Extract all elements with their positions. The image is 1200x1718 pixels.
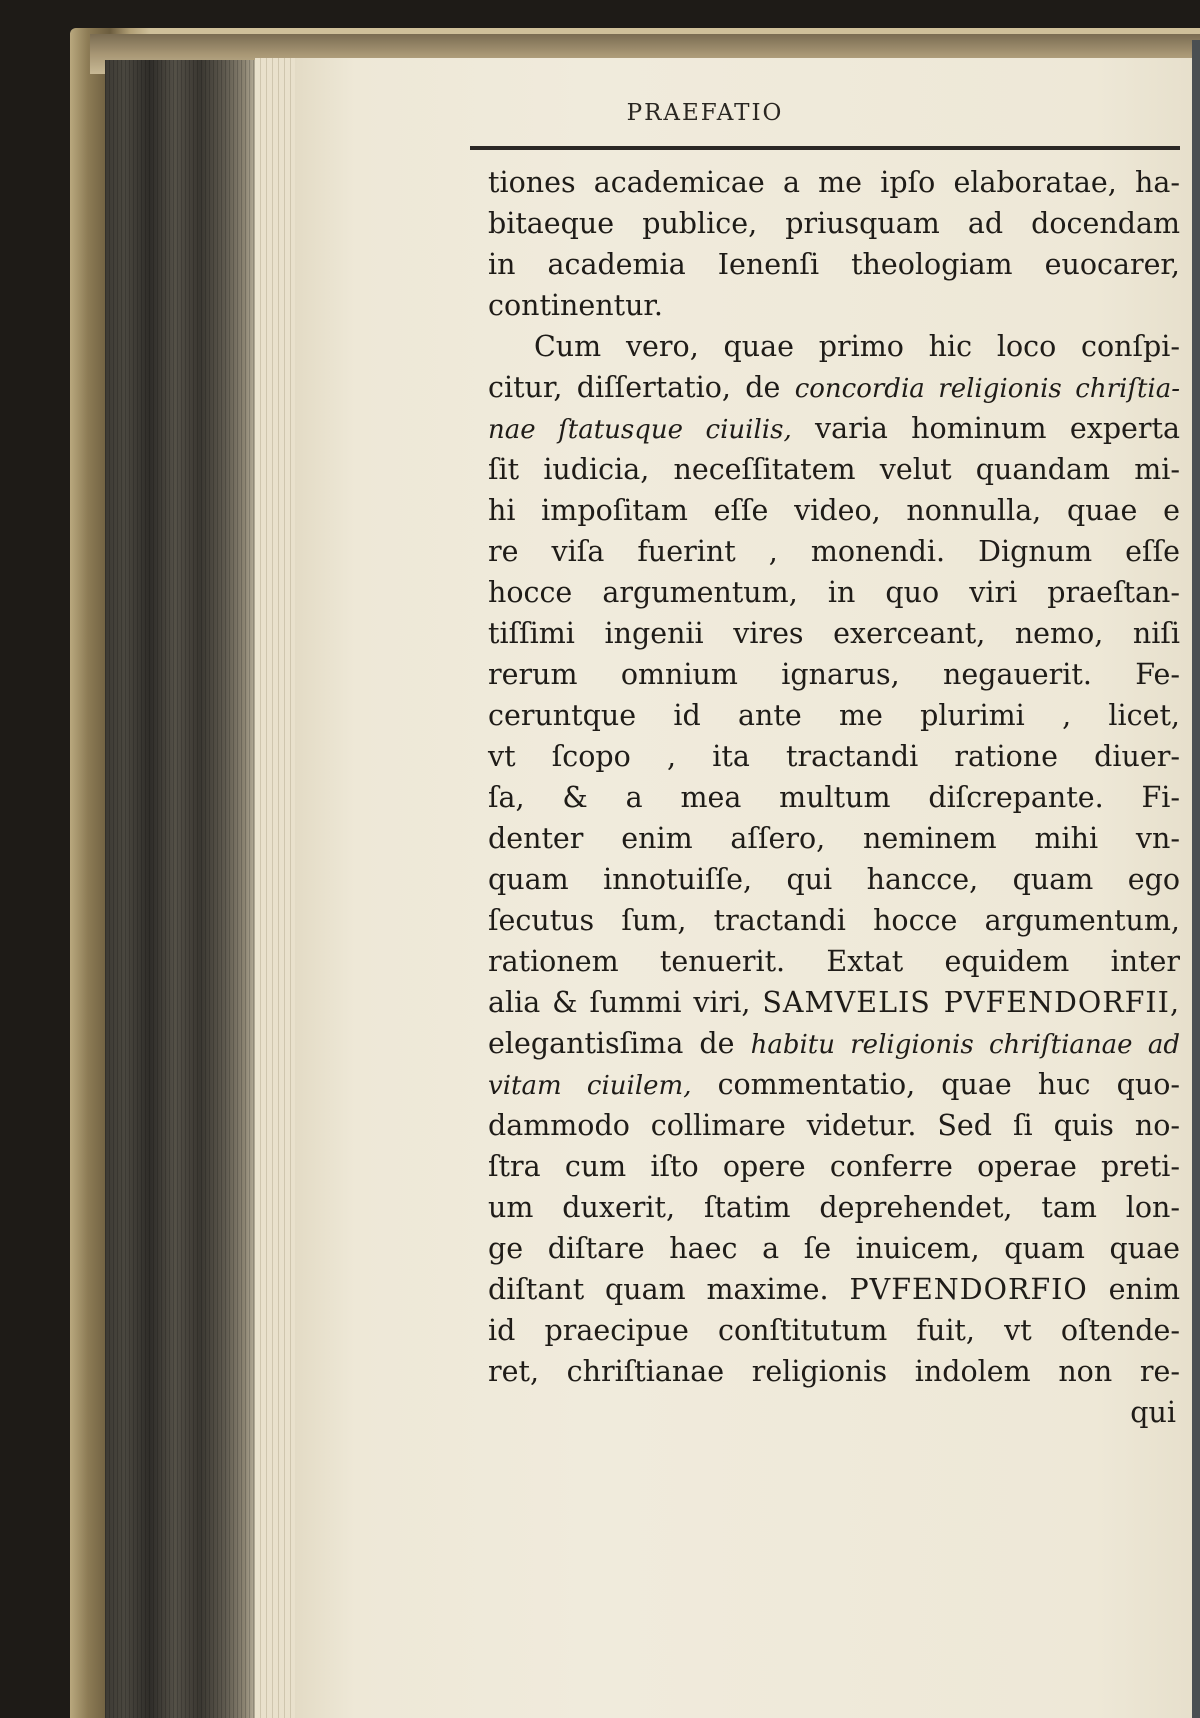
page-stack [255,58,300,1718]
text-line-15: vt ſcopo , ita tractandi ratione diuer- [488,740,1180,773]
author-name: SAMVELIS PVFENDORFII, [762,986,1180,1019]
text-line-12: tiſſimi ingenii vires exerceant, nemo, niſi [488,617,1180,650]
italic-title: habitu religionis chriſtianae ad [750,1030,1180,1060]
italic-title: vitam ciuilem, [488,1071,692,1101]
text-line-10: re viſa fuerint , monendi. Dignum eſſe [488,535,1180,568]
text-line-7: nae ſtatusque ciuilis, varia hominum experta [488,412,1180,445]
page-fore-edge [105,60,265,1718]
text-line-18: quam innotuiſſe, qui hancce, quam ego [488,863,1180,896]
text-line-26: um duxerit, ſtatim deprehendet, tam lon- [488,1191,1180,1224]
italic-title: nae ſtatusque ciuilis, [488,415,792,445]
body-text [488,162,1180,1433]
text-line-29: id praecipue conſtitutum fuit, vt oſtende- [488,1314,1180,1347]
text-line-30: ret, chriſtianae religionis indolem non re- [488,1355,1180,1388]
catchword: qui [1130,1396,1176,1429]
running-header [0,100,1200,130]
text-line-5: Cum vero, quae primo hic loco conſpi- [534,330,1180,363]
text-line-6: citur, diſſertatio, de concordia religionis chriſtia- [488,371,1181,404]
text-line-13: rerum omnium ignarus, negauerit. Fe- [488,658,1180,691]
text-line-2: bitaeque publice, priusquam ad docendam [488,207,1180,240]
background-edge [1192,40,1200,1718]
text-line-9: hi impoſitam eſſe video, nonnulla, quae e [488,494,1180,527]
header-rule [470,146,1180,150]
text-line-24: dammodo collimare videtur. Sed ſi quis no- [488,1109,1180,1142]
running-title: PRAEFATIO [626,100,784,126]
text-line-11: hocce argumentum, in quo viri praeſtan- [488,576,1180,609]
text-line-28: diſtant quam maxime. PVFENDORFIO enim [488,1273,1181,1306]
text-line-23: vitam ciuilem, commentatio, quae huc quo- [488,1068,1180,1101]
text-line-14: ceruntque id ante me plurimi , licet, [488,699,1180,732]
italic-title: concordia religionis chriſtia- [794,374,1181,404]
text-line-27: ge diſtare haec a ſe inuicem, quam quae [488,1232,1180,1265]
text-line-4: continentur. [488,289,663,322]
author-name: PVFENDORFIO [849,1273,1088,1306]
text-line-21: alia & ſummi viri, SAMVELIS PVFENDORFII, [488,986,1180,1019]
text-line-20: rationem tenuerit. Extat equidem inter [488,945,1180,978]
text-line-17: denter enim aſſero, neminem mihi vn- [488,822,1180,855]
text-line-8: ſit iudicia, neceſſitatem velut quandam mi- [488,453,1180,486]
text-line-16: ſa, & a mea multum diſcrepante. Fi- [488,781,1180,814]
text-line-22: elegantisſima de habitu religionis chriſtianae ad [488,1027,1180,1060]
text-line-19: ſecutus ſum, tractandi hocce argumentum, [488,904,1180,937]
text-line-25: ſtra cum iſto opere conferre operae preti- [488,1150,1180,1183]
text-line-3: in academia Ienenſi theologiam euocarer, [488,248,1180,281]
text-line-1: tiones academicae a me ipſo elaboratae, ha- [488,166,1180,199]
